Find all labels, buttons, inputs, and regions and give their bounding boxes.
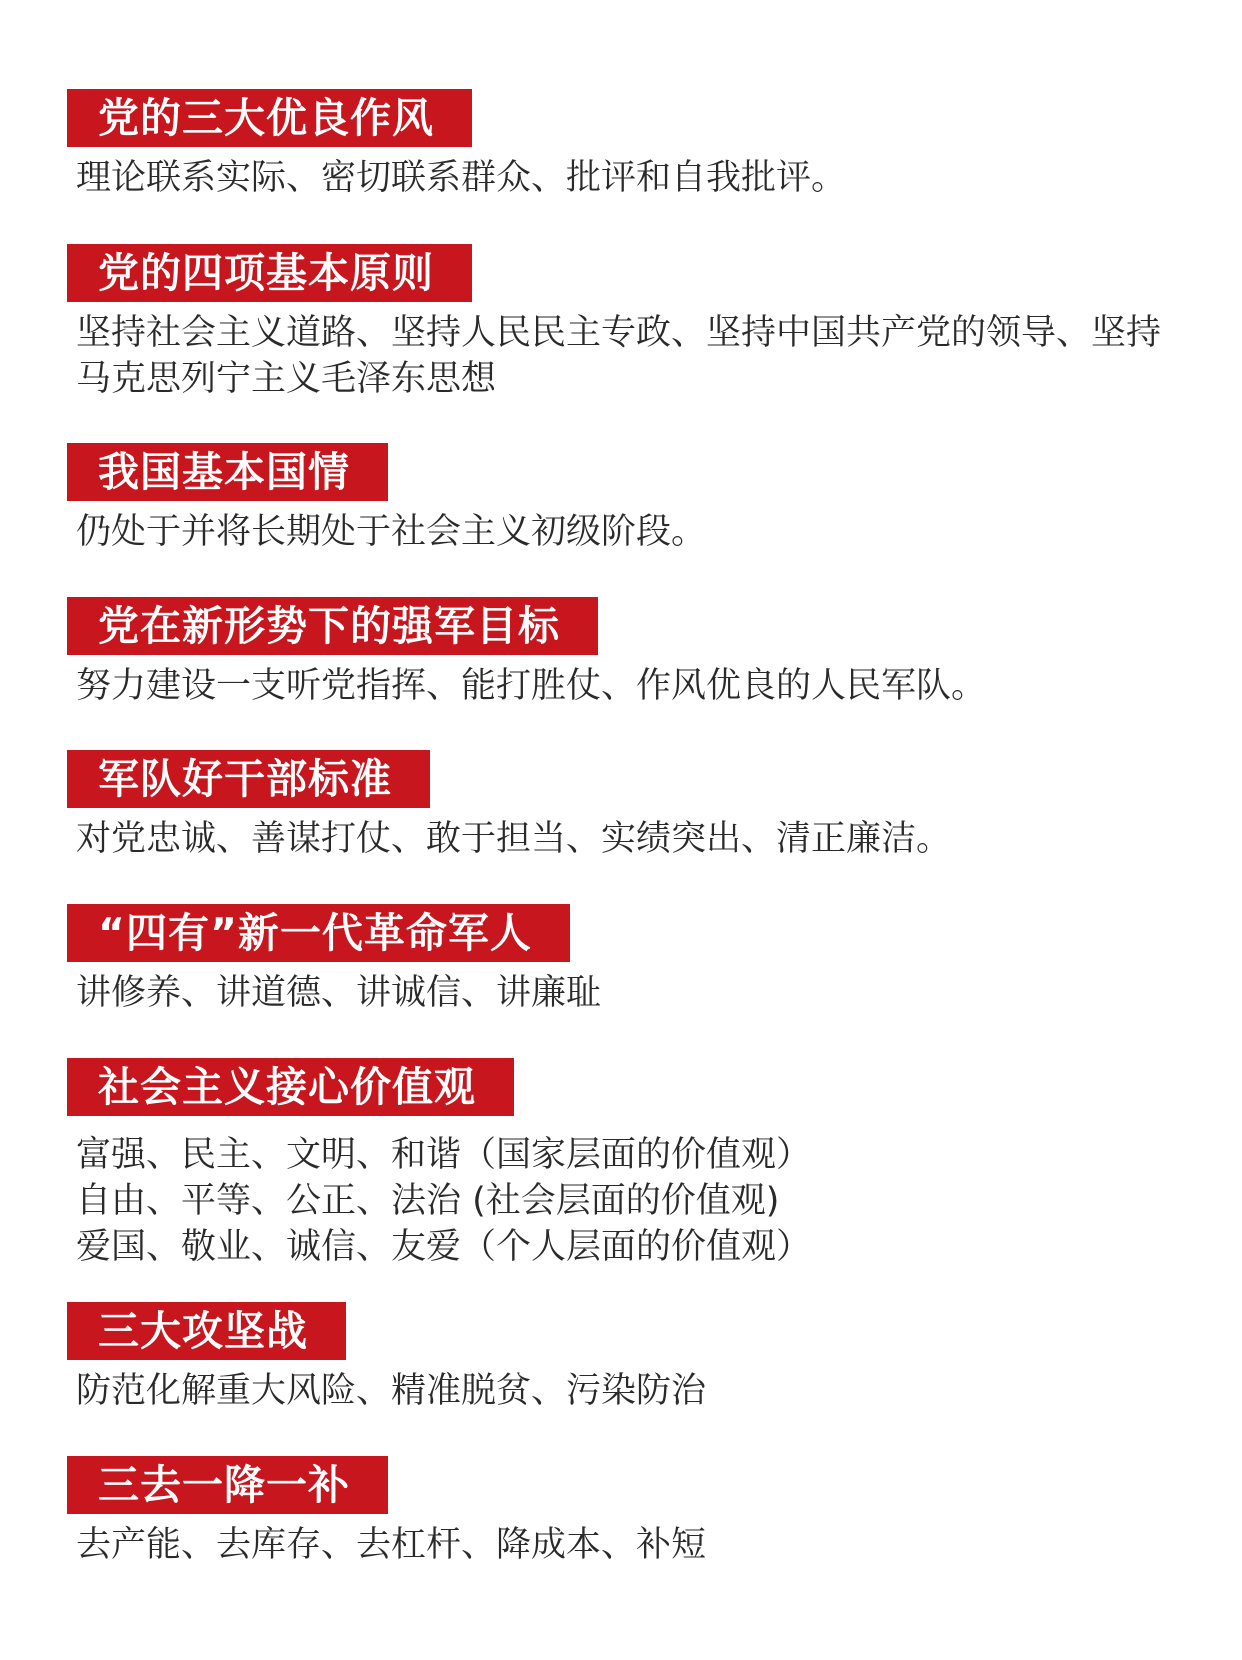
section-four-haves <box>67 904 1197 1016</box>
section-heading: “四有”新一代革命军人 <box>67 904 570 962</box>
section-national-conditions <box>67 443 1197 555</box>
section-four-cardinal-principles <box>67 244 1197 402</box>
section-body <box>67 816 1197 862</box>
section-heading: 党的四项基本原则 <box>67 244 472 302</box>
section-body <box>67 155 1197 201</box>
section-body <box>67 970 1197 1016</box>
section-body <box>67 663 1197 709</box>
section-party-work-style <box>67 89 1197 201</box>
section-heading: 社会主义接心价值观 <box>67 1058 514 1116</box>
body-line: 去产能、去库存、去杠杆、降成本、补短 <box>76 1525 707 1565</box>
body-line: 努力建设一支听党指挥、能打胜仗、作风优良的人民军队。 <box>76 666 987 706</box>
section-body <box>67 1522 1197 1568</box>
body-line: 爱国、敬业、诚信、友爱（个人层面的价值观） <box>76 1227 812 1267</box>
section-body <box>67 1132 1197 1270</box>
body-line: 富强、民主、文明、和谐（国家层面的价值观） <box>76 1135 812 1175</box>
section-military-goal <box>67 597 1197 709</box>
body-line: 坚持社会主义道路、坚持人民民主专政、坚持中国共产党的领导、坚持 <box>76 313 1162 353</box>
body-line: 对党忠诚、善谋打仗、敢于担当、实绩突出、清正廉洁。 <box>76 819 952 859</box>
section-three-battles <box>67 1302 1197 1414</box>
body-line: 马克思列宁主义毛泽东思想 <box>76 359 497 399</box>
section-heading: 三去一降一补 <box>67 1456 388 1514</box>
section-heading: 军队好干部标准 <box>67 750 430 808</box>
section-heading: 我国基本国情 <box>67 443 388 501</box>
body-line: 讲修养、讲道德、讲诚信、讲廉耻 <box>76 973 602 1013</box>
section-supply-side-reform <box>67 1456 1197 1568</box>
body-line: 自由、平等、公正、法治 (社会层面的价值观) <box>76 1181 780 1221</box>
body-line: 防范化解重大风险、精准脱贫、污染防治 <box>76 1371 707 1411</box>
body-line: 仍处于并将长期处于社会主义初级阶段。 <box>76 512 707 552</box>
section-body <box>67 1368 1197 1414</box>
body-line: 理论联系实际、密切联系群众、批评和自我批评。 <box>76 158 847 198</box>
section-core-values <box>67 1058 1197 1270</box>
section-cadre-standard <box>67 750 1197 862</box>
section-heading: 党的三大优良作风 <box>67 89 472 147</box>
section-heading: 三大攻坚战 <box>67 1302 346 1360</box>
section-body <box>67 509 1197 555</box>
section-heading: 党在新形势下的强军目标 <box>67 597 598 655</box>
section-body <box>67 310 1197 402</box>
